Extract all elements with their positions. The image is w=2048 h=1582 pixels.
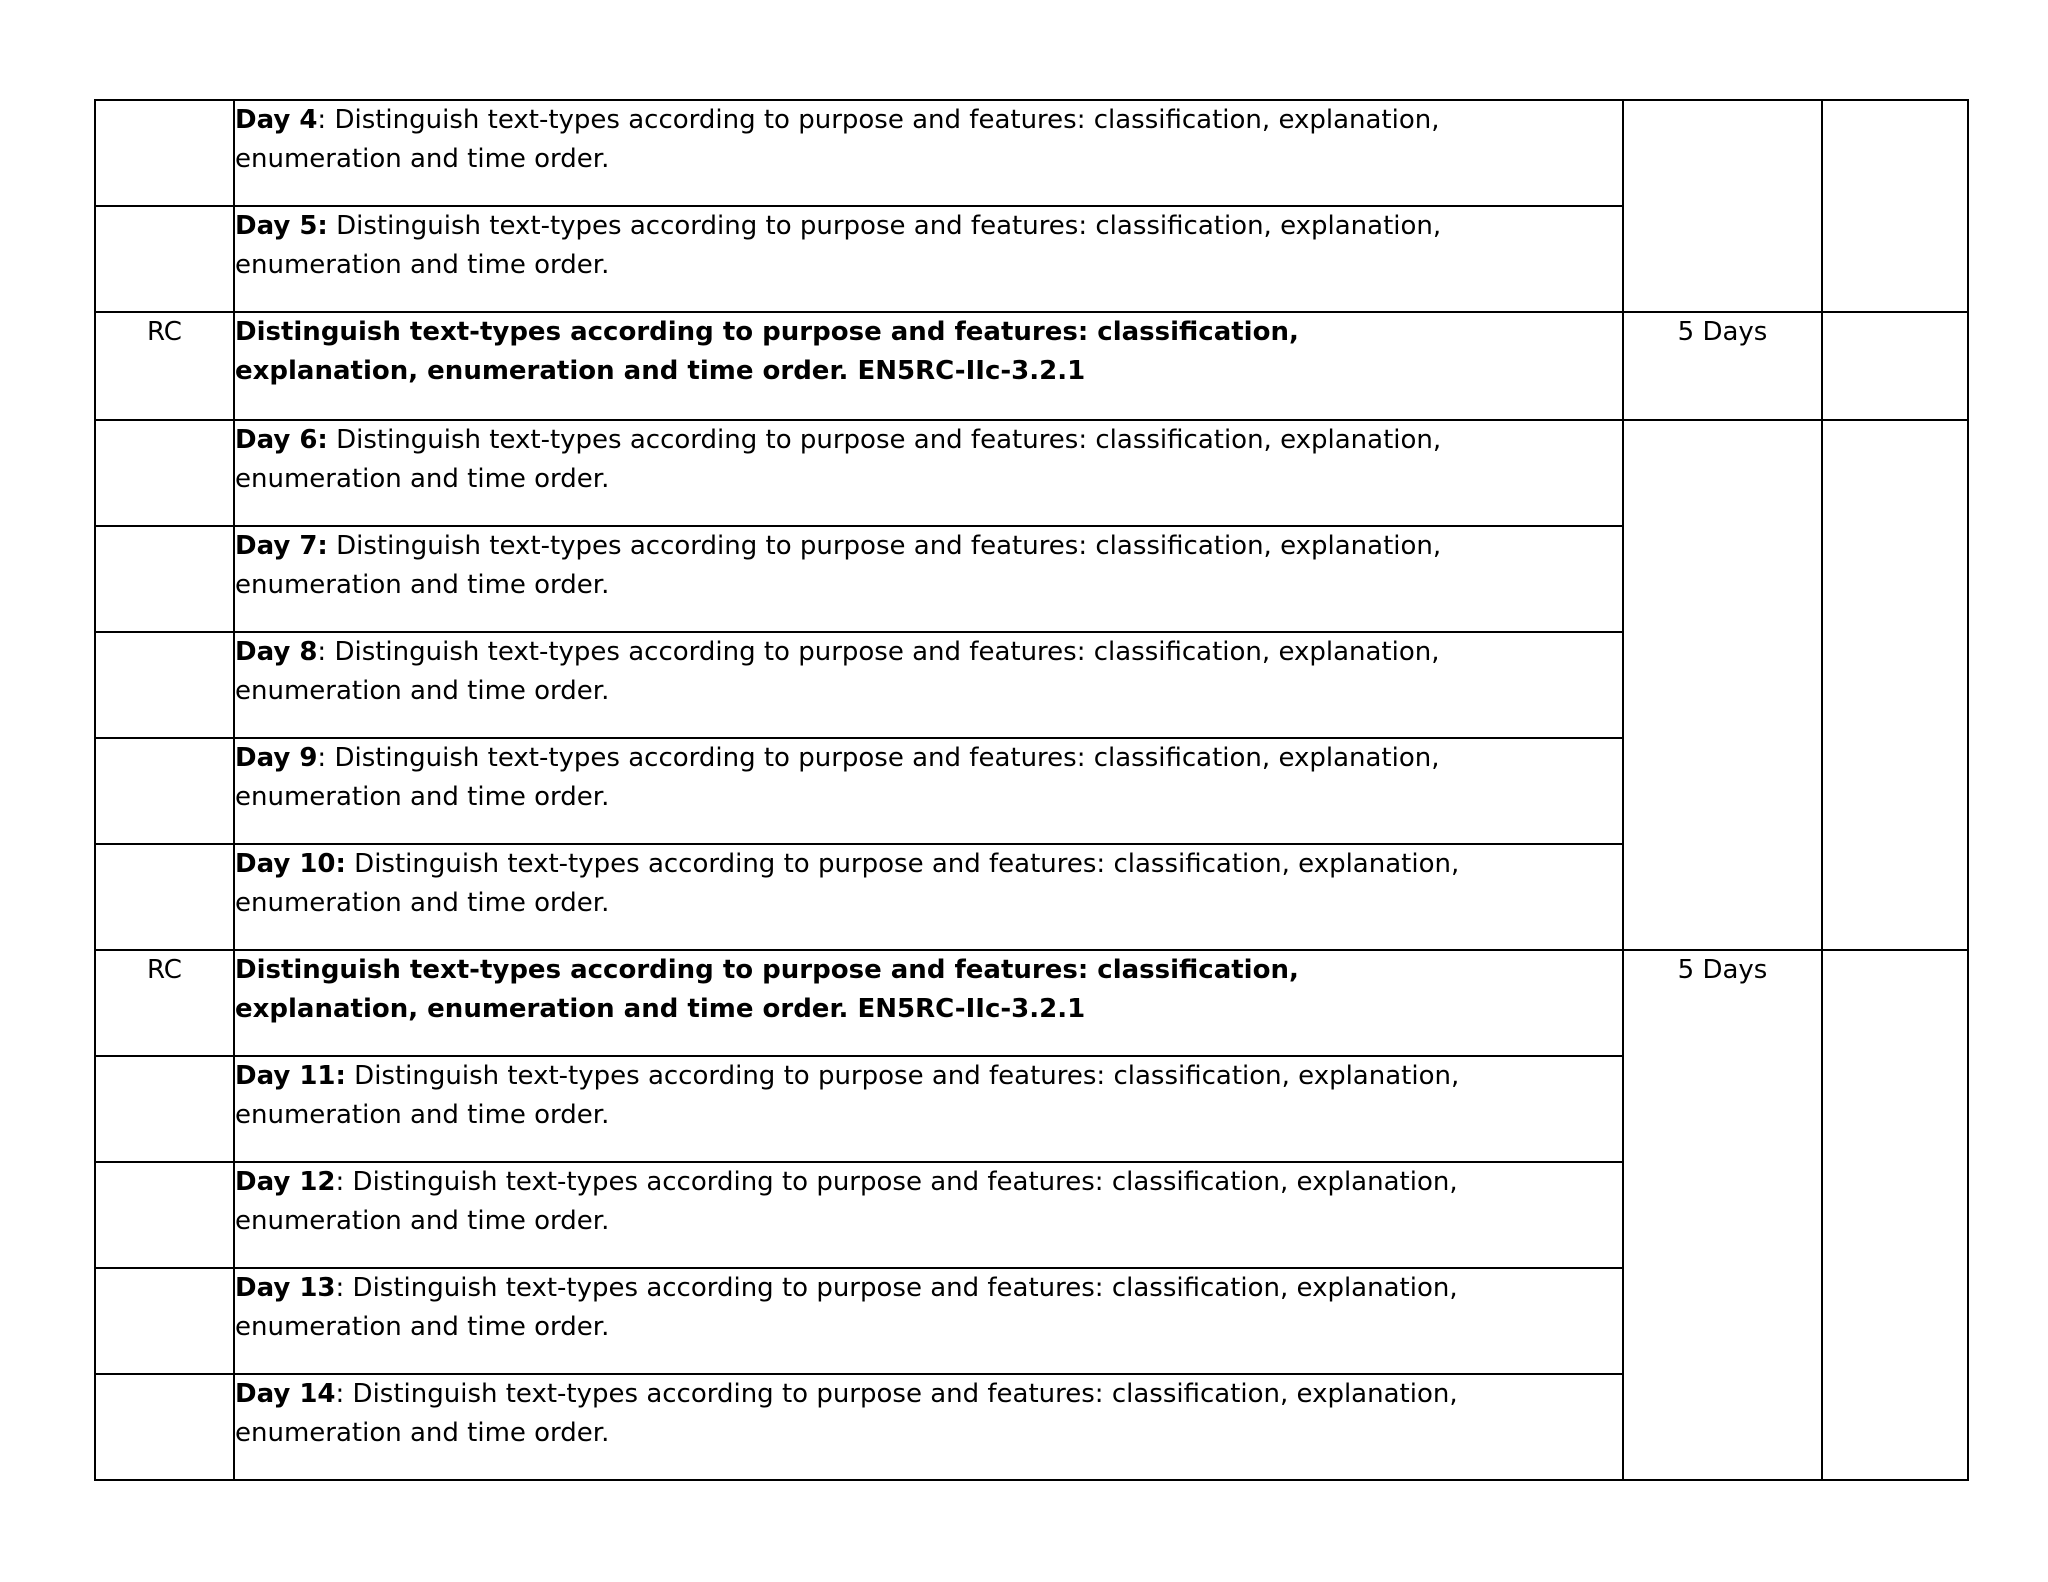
competency-cell [234, 312, 1623, 420]
day-text-continued: enumeration and time order. [235, 1312, 610, 1342]
day-text-continued: enumeration and time order. [235, 1206, 610, 1236]
table-row [95, 950, 1968, 1056]
day-text: Distinguish text-types according to purpose and features: classification, explanation, [327, 425, 1442, 455]
day-text: Distinguish text-types according to purpose and features: classification, explanation, [345, 1061, 1460, 1091]
description-cell [234, 420, 1623, 526]
day-text: Distinguish text-types according to purpose and features: classification, explanation, [345, 849, 1460, 879]
table-row [95, 420, 1968, 526]
table-row [95, 100, 1968, 206]
day-text: Distinguish text-types according to purpose and features: classification, explanation, [344, 1273, 1458, 1303]
day-text-continued: enumeration and time order. [235, 1100, 610, 1130]
day-label: Day 11: [235, 1061, 346, 1091]
duration-cell [1623, 420, 1822, 950]
day-label: Day 9 [235, 743, 318, 773]
day-label: Day 12 [235, 1167, 336, 1197]
day-text: Distinguish text-types according to purpose and features: classification, explanation, [326, 637, 1440, 667]
day-text: Distinguish text-types according to purpose and features: classification, explanation, [344, 1167, 1458, 1197]
day-text-continued: enumeration and time order. [235, 250, 610, 280]
day-text: Distinguish text-types according to purpose and features: classification, explanation, [327, 531, 1442, 561]
code-cell: RC [95, 312, 234, 420]
day-separator: : [335, 1379, 345, 1409]
code-cell [95, 844, 234, 950]
code-cell [95, 526, 234, 632]
duration-cell: 5 Days [1623, 950, 1822, 1480]
remarks-cell [1822, 420, 1968, 950]
day-text: Distinguish text-types according to purpose and features: classification, explanation, [344, 1379, 1458, 1409]
day-separator: : [317, 637, 327, 667]
duration-cell: 5 Days [1623, 312, 1822, 420]
competency-text-continued: explanation, enumeration and time order. EN5RC-IIc-3.2.1 [235, 994, 1086, 1024]
lesson-plan-table [94, 99, 1969, 1481]
day-label: Day 8 [235, 637, 318, 667]
day-text-continued: enumeration and time order. [235, 1418, 610, 1448]
day-text-continued: enumeration and time order. [235, 144, 610, 174]
code-cell [95, 738, 234, 844]
code-cell: RC [95, 950, 234, 1056]
day-label: Day 10: [235, 849, 346, 879]
description-cell [234, 1056, 1623, 1162]
day-text-continued: enumeration and time order. [235, 676, 610, 706]
code-cell [95, 632, 234, 738]
day-text-continued: enumeration and time order. [235, 464, 610, 494]
day-label: Day 5: [235, 211, 328, 241]
code-cell [95, 1268, 234, 1374]
day-separator: : [317, 743, 327, 773]
code-cell [95, 100, 234, 206]
competency-cell [234, 950, 1623, 1056]
day-label: Day 7: [235, 531, 328, 561]
description-cell [234, 1374, 1623, 1480]
code-cell [95, 1162, 234, 1268]
code-cell [95, 1056, 234, 1162]
description-cell [234, 206, 1623, 312]
description-cell [234, 738, 1623, 844]
competency-text: Distinguish text-types according to purpose and features: classification, [235, 317, 1299, 347]
day-text: Distinguish text-types according to purpose and features: classification, explanation, [326, 105, 1440, 135]
code-cell [95, 1374, 234, 1480]
day-text-continued: enumeration and time order. [235, 782, 610, 812]
day-label: Day 13 [235, 1273, 336, 1303]
day-text-continued: enumeration and time order. [235, 888, 610, 918]
day-separator: : [335, 1167, 345, 1197]
description-cell [234, 632, 1623, 738]
day-separator: : [317, 105, 327, 135]
day-label: Day 4 [235, 105, 318, 135]
day-label: Day 6: [235, 425, 328, 455]
remarks-cell [1822, 100, 1968, 312]
competency-text-continued: explanation, enumeration and time order. EN5RC-IIc-3.2.1 [235, 356, 1086, 386]
day-text-continued: enumeration and time order. [235, 570, 610, 600]
competency-text: Distinguish text-types according to purpose and features: classification, [235, 955, 1299, 985]
day-text: Distinguish text-types according to purpose and features: classification, explanation, [327, 211, 1442, 241]
description-cell [234, 100, 1623, 206]
remarks-cell [1822, 950, 1968, 1480]
day-text: Distinguish text-types according to purpose and features: classification, explanation, [326, 743, 1440, 773]
code-cell [95, 206, 234, 312]
code-cell [95, 420, 234, 526]
description-cell [234, 1268, 1623, 1374]
remarks-cell [1822, 312, 1968, 420]
description-cell [234, 1162, 1623, 1268]
table-row [95, 312, 1968, 420]
description-cell [234, 526, 1623, 632]
description-cell [234, 844, 1623, 950]
duration-cell [1623, 100, 1822, 312]
day-separator: : [335, 1273, 345, 1303]
day-label: Day 14 [235, 1379, 336, 1409]
